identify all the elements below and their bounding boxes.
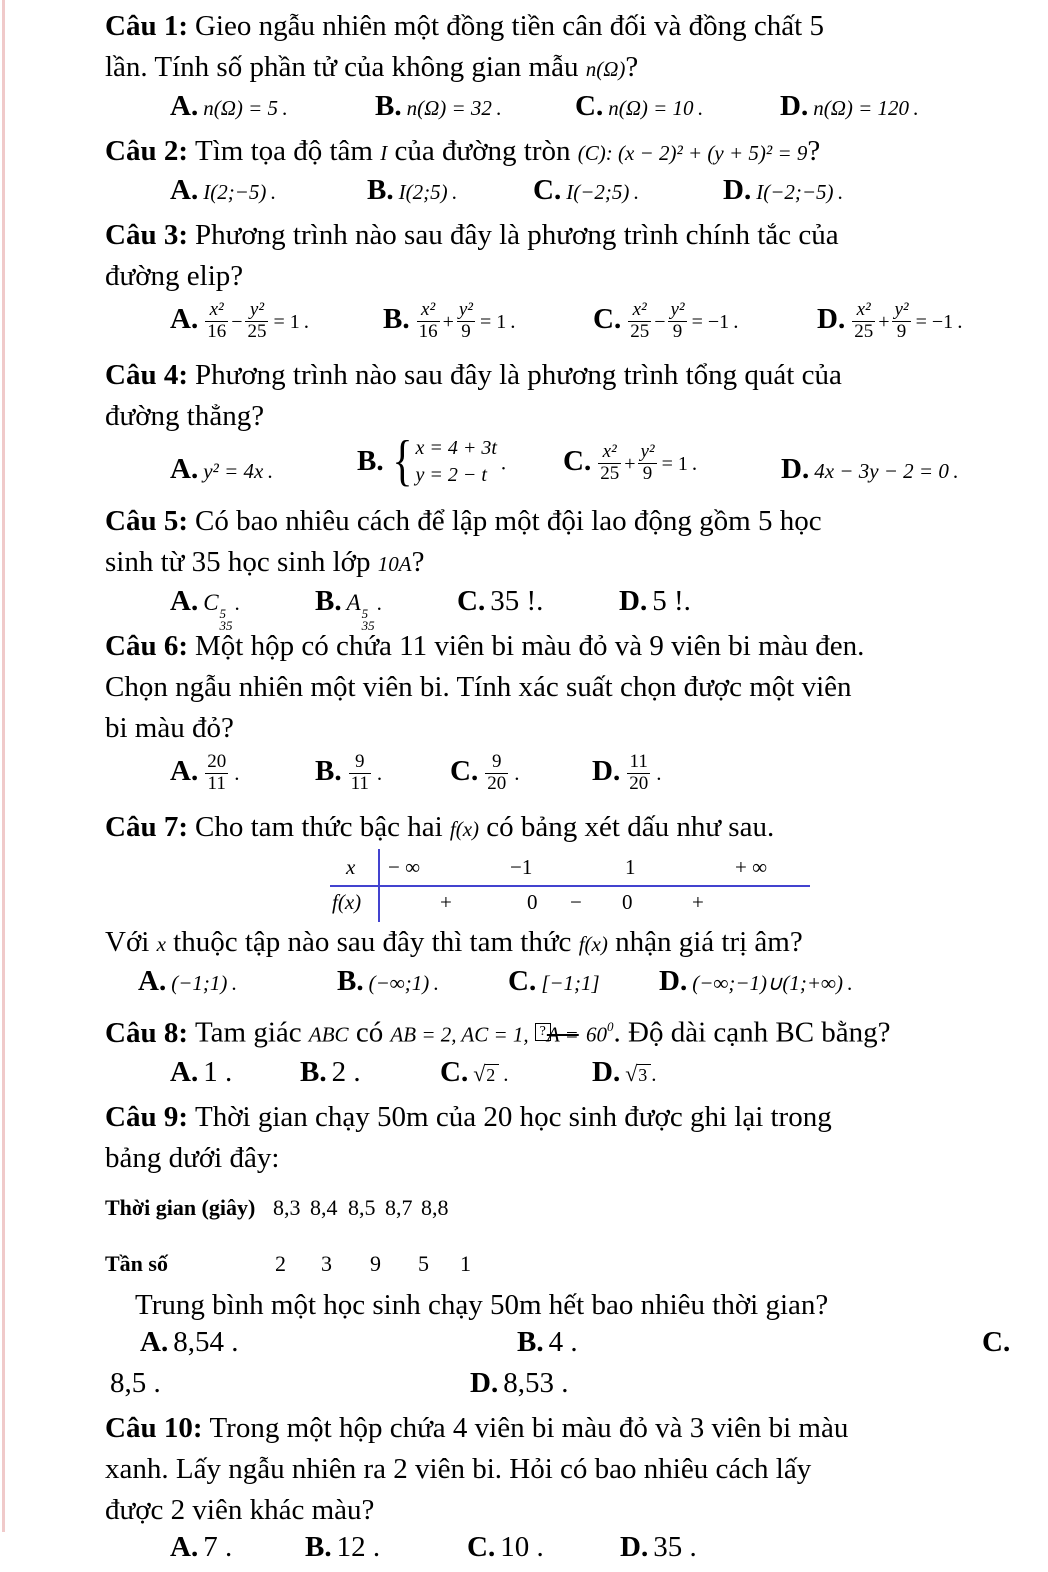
question-8-text-1: Tam giác — [194, 1016, 302, 1049]
q9-option-a: A. 8,54 . — [140, 1325, 239, 1358]
q5-option-c: C. 35 !. — [457, 585, 544, 617]
question-7-fx-symbol: f(x) — [449, 817, 480, 841]
question-7-options — [105, 965, 1040, 1006]
question-4-label: Câu 4: — [105, 359, 188, 391]
question-6-label: Câu 6: — [105, 630, 188, 662]
q9-option-c-value: 8,5 . — [110, 1366, 161, 1399]
question-8-angle-value: 60 — [586, 1022, 607, 1047]
page-left-accent-bar — [2, 0, 5, 1532]
question-1-text-1: Gieo ngẫu nhiên một đồng tiền cân đối và đồng chất 5 — [194, 10, 824, 42]
question-7-text-2: có bảng xét dấu như sau. — [486, 811, 775, 843]
question-6-line-3 — [105, 708, 1040, 749]
question-4-text-1: Phương trình nào sau đây là phương trình tổng quát của — [194, 359, 842, 391]
question-6-text-3: bi màu đỏ? — [105, 712, 234, 744]
missing-glyph-box: ? — [535, 1023, 551, 1041]
question-1-label: Câu 1: — [105, 10, 188, 42]
question-1-line-1 — [105, 6, 1040, 47]
q7-option-c: C. [−1;1] — [508, 965, 600, 997]
q9-option-c-key: C. — [982, 1325, 1011, 1358]
q8-option-a: A. 1 . — [170, 1055, 233, 1088]
question-7-fx-symbol-2: f(x) — [578, 932, 608, 956]
sign-table-fx-label: f(x) — [332, 890, 362, 914]
q6-option-b: B. $\frac{9}{11}$ . — [315, 751, 383, 794]
question-7-label: Câu 7: — [105, 811, 188, 843]
q2-option-a: A. I(2;−5) . — [170, 174, 276, 206]
q1-option-a: A. n(Ω) = 5 . — [170, 90, 288, 122]
q6-option-d: D. $\frac{11}{20}$ . — [592, 751, 662, 794]
count-row-label: Tần số — [105, 1250, 168, 1276]
q1-option-d: D. n(Ω) = 120 . — [780, 90, 919, 122]
radical-sign: √ — [625, 1060, 638, 1086]
question-5-qmark: ? — [411, 546, 425, 578]
question-6-text-2: Chọn ngẫu nhiên một viên bi. Tính xác suất chọn được một viên — [105, 671, 852, 703]
q4-option-b: B. { x = 4 + 3t y = 2 − t . — [357, 430, 507, 493]
question-10-text-1: Trong một hộp chứa 4 viên bi màu đỏ và 3 viên bi màu — [209, 1411, 849, 1444]
question-3-label: Câu 3: — [105, 219, 188, 251]
q5-option-b: B. A 5 35 . — [315, 585, 382, 633]
question-9-line-2 — [105, 1138, 1040, 1179]
sign-table — [330, 852, 810, 920]
question-7-line-2 — [105, 922, 1040, 965]
question-3-line-2 — [105, 256, 1040, 297]
question-8-degree-sup: 0 — [607, 1019, 614, 1034]
time-row-label: Thời gian (giây) — [105, 1194, 256, 1220]
question-5-line-1 — [105, 501, 1040, 542]
question-1-text-2: lần. Tính số phần tử của không gian mẫu — [105, 51, 579, 83]
q4-option-a: A. y² = 4x . — [170, 453, 273, 485]
parametric-system: x = 4 + 3t y = 2 − t — [415, 437, 497, 486]
q4-option-d: D. 4x − 3y − 2 = 0 . — [781, 453, 959, 485]
question-8-triangle-name: ABC — [308, 1022, 349, 1047]
question-9-text-3: Trung bình một học sinh chạy 50m hết bao nhiêu thời gian? — [135, 1288, 829, 1321]
q9-option-b: B. 4 . — [517, 1325, 578, 1358]
q10-option-b: B. 12 . — [305, 1530, 381, 1563]
question-2-line-1 — [105, 131, 1040, 174]
question-1-line-2 — [105, 47, 1040, 90]
question-8-label: Câu 8: — [105, 1016, 188, 1049]
question-2-label: Câu 2: — [105, 135, 188, 167]
q8-option-b: B. 2 . — [300, 1055, 361, 1088]
sign-table-x-row: x − ∞ −1 1 + ∞ — [330, 852, 810, 887]
question-5-line-2 — [105, 542, 1040, 585]
question-6-line-1 — [105, 626, 1040, 667]
question-10-text-3: được 2 viên khác màu? — [105, 1493, 375, 1526]
question-9-label: Câu 9: — [105, 1100, 188, 1133]
q3-option-c: C. $\frac{\text{x²}}{25}$ − $\frac{\text{y²}}{9}$ = −1 . — [593, 299, 739, 342]
question-7-line-1 — [105, 807, 1040, 850]
question-10-label: Câu 10: — [105, 1411, 203, 1444]
q7-option-b: B. (−∞;1) . — [337, 965, 439, 997]
q8-option-d: D. √3 . — [592, 1055, 657, 1088]
q9-option-d: D. 8,53 . — [470, 1366, 569, 1399]
q7-option-a: A. (−1;1) . — [138, 965, 237, 997]
question-8-options — [105, 1056, 1040, 1097]
question-9-question — [105, 1285, 1040, 1326]
question-9-line-1 — [105, 1097, 1040, 1138]
question-5-text-1: Có bao nhiêu cách để lập một đội lao động gồm 5 học — [194, 505, 822, 537]
frequency-table — [105, 1195, 1040, 1285]
sign-table-vertical-line — [378, 849, 380, 922]
question-1-qmark: ? — [625, 51, 639, 83]
question-4-text-2: đường thẳng? — [105, 400, 265, 432]
system-brace: { — [391, 430, 413, 493]
q8-option-c: C. √2 . — [440, 1055, 509, 1088]
question-5-class-symbol: 10A — [377, 552, 412, 576]
question-8-text-3: . Độ dài cạnh BC bằng? — [613, 1016, 891, 1049]
q10-option-d: D. 35 . — [620, 1530, 697, 1563]
question-10-line-1 — [105, 1408, 1040, 1449]
question-3-options — [105, 297, 1040, 355]
question-8-line-1 — [105, 1006, 1040, 1056]
q5-option-a: A. C 5 35 . — [170, 585, 240, 633]
question-2-circle-formula: (C): (x − 2)² + (y + 5)² = 9 — [577, 141, 808, 165]
question-6-text-1: Một hộp có chứa 11 viên bi màu đỏ và 9 viên bi màu đen. — [194, 630, 865, 662]
question-8-angle-symbol: A = — [546, 1022, 579, 1047]
question-1-options — [105, 90, 1040, 131]
question-8-text-2: có — [355, 1016, 384, 1049]
question-7-text-1: Cho tam thức bậc hai — [194, 811, 443, 843]
question-9-options-row-2 — [105, 1367, 1040, 1408]
question-9-options-row-1 — [105, 1326, 1040, 1367]
q3-option-b: B. $\frac{\text{x²}}{16}$ + $\frac{\text{y²}}{9}$ = 1 . — [383, 299, 516, 342]
q6-option-c: C. $\frac{9}{20}$ . — [450, 751, 520, 794]
question-6-line-2 — [105, 667, 1040, 708]
question-1-formula: n(Ω) — [585, 57, 626, 81]
question-5-options — [105, 585, 1040, 633]
question-2-text-2: của đường tròn — [394, 135, 571, 167]
sign-table-x-label: x — [346, 855, 356, 879]
question-10-text-2: xanh. Lấy ngẫu nhiên ra 2 viên bi. Hỏi có bao nhiêu cách lấy — [105, 1452, 812, 1485]
question-4-line-2 — [105, 396, 1040, 437]
question-4-options — [105, 430, 1040, 501]
sign-table-fx-row: f(x) + 0 − 0 + — [332, 890, 704, 914]
question-7-text-4: thuộc tập nào sau đây thì tam thức — [173, 926, 572, 958]
question-7-text-5: nhận giá trị âm? — [615, 926, 803, 958]
question-10-line-3 — [105, 1490, 1040, 1531]
question-7-text-3: Với — [105, 926, 150, 958]
q3-option-d: D. $\frac{\text{x²}}{25}$ + $\frac{\text{y²}}{9}$ = −1 . — [817, 299, 963, 342]
q2-option-b: B. I(2;5) . — [367, 174, 457, 206]
radical-sign: √ — [473, 1060, 486, 1086]
question-3-line-1 — [105, 215, 1040, 256]
question-9-text-2: bảng dưới đây: — [105, 1141, 280, 1174]
q10-option-c: C. 10 . — [467, 1530, 544, 1563]
q2-option-d: D. I(−2;−5) . — [723, 174, 843, 206]
question-3-text-1: Phương trình nào sau đây là phương trình chính tắc của — [194, 219, 839, 251]
question-5-text-2: sinh từ 35 học sinh lớp — [105, 546, 371, 578]
question-2-center-symbol: I — [380, 141, 388, 165]
frequency-table-time-row: Thời gian (giây) 8,3 8,4 8,5 8,7 8,8 — [105, 1194, 449, 1220]
q4-option-c: C. $\frac{\text{x²}}{25}$ + $\frac{\text{y²}}{9}$ = 1 . — [563, 441, 698, 484]
question-6-options — [105, 749, 1040, 807]
question-8-sides-formula: AB = 2, AC = 1, — [390, 1022, 529, 1047]
q1-option-c: C. n(Ω) = 10 . — [575, 90, 703, 122]
question-9-text-1: Thời gian chạy 50m của 20 học sinh được ghi lại trong — [194, 1100, 832, 1133]
q1-option-b: B. n(Ω) = 32 . — [375, 90, 502, 122]
q2-option-c: C. I(−2;5) . — [533, 174, 639, 206]
q6-option-a: A. $\frac{20}{11}$ . — [170, 751, 240, 794]
question-2-qmark: ? — [807, 135, 821, 167]
question-10-options — [105, 1531, 1040, 1572]
q5-option-d: D. 5 !. — [619, 585, 691, 617]
question-2-text-1: Tìm tọa độ tâm — [194, 135, 373, 167]
question-2-options — [105, 174, 1040, 215]
question-10-line-2 — [105, 1449, 1040, 1490]
question-3-text-2: đường elip? — [105, 260, 244, 292]
q10-option-a: A. 7 . — [170, 1530, 233, 1563]
question-5-label: Câu 5: — [105, 505, 188, 537]
q3-option-a: A. $\frac{\text{x²}}{16}$ − $\frac{\text{y²}}{25}$ = 1 . — [170, 299, 310, 342]
question-7-x-symbol: x — [156, 932, 166, 956]
q7-option-d: D. (−∞;−1)∪(1;+∞) . — [659, 965, 853, 997]
exam-document — [105, 6, 1040, 1572]
frequency-table-count-row: Tần số 2 3 9 5 1 — [105, 1250, 471, 1276]
question-4-line-1 — [105, 355, 1040, 396]
